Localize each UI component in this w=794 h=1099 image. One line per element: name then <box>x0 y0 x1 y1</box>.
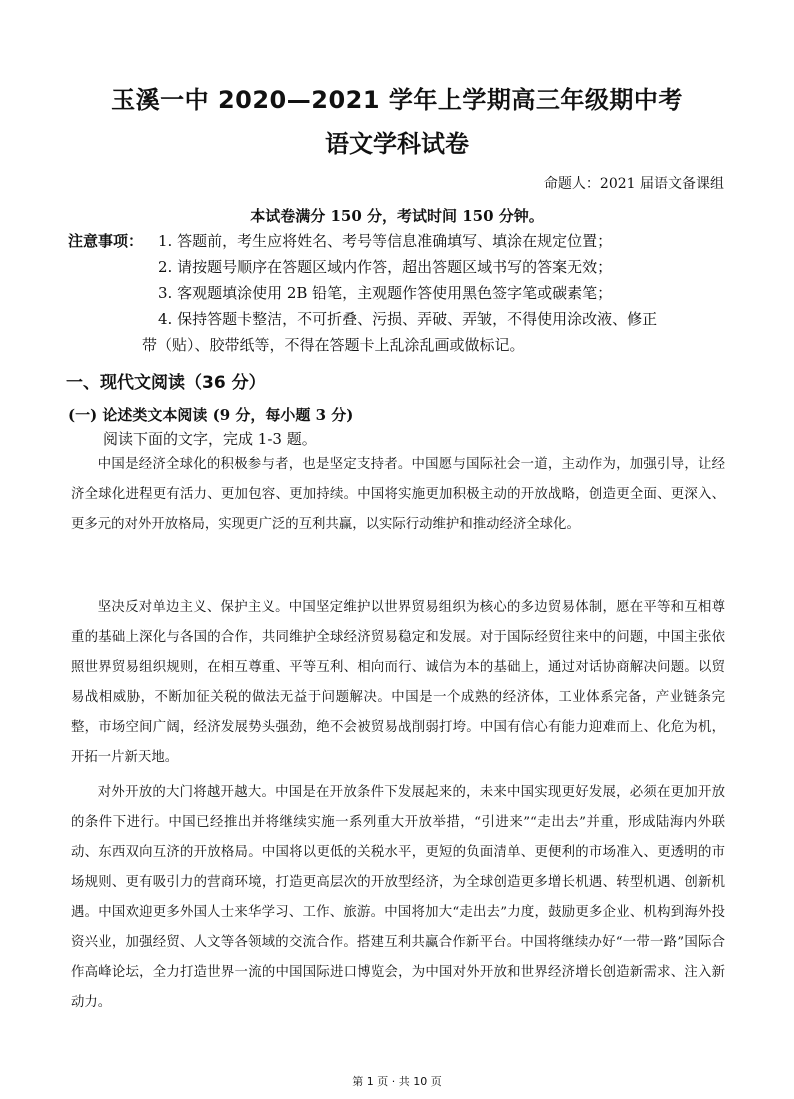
exam-title-line2: 语文学科试卷 <box>325 130 469 158</box>
passage-paragraph-1: 中国是经济全球化的积极参与者，也是坚定支持者。中国愿与国际社会一道，主动作为，加强引导，让经济全球化进程更有活力、更加包容、更加持续。中国将实施更加积极主动的开放战略，创造更全面、更深入、更多元的对外开放格局，实现更广泛的互利共赢，以实际行动维护和推动经济全球化。 <box>71 457 725 532</box>
notice-item-2: 2. 请按题号顺序在答题区域内作答，超出答题区域书写的答案无效； <box>158 258 613 276</box>
score-info: 本试卷满分 150 分，考试时间 150 分钟。 <box>250 207 544 225</box>
passage-paragraph-2: 坚决反对单边主义、保护主义。中国坚定维护以世界贸易组织为核心的多边贸易体制，愿在平等和互相尊重的基础上深化与各国的合作，共同维护全球经济贸易稳定和发展。对于国际经贸往来中的问题，中国主张依照世界贸易组织规则，在相互尊重、平等互利、相向而行、诚信为本的基础上，通过对话协商解决问题。以贸易战相威胁，不断加征关税的做法无益于问题解决。中国是一个成熟的经济体，工业体系完备，产业链条完整，市场空间广阔，经济发展势头强劲，绝不会被贸易战削弱打垮。中国有信心有能力迎难而上、化危为机，开拓一片新天地。 <box>71 600 725 765</box>
notice-label: 注意事项： <box>68 232 144 250</box>
passage-paragraph-3: 对外开放的大门将越开越大。中国是在开放条件下发展起来的，未来中国实现更好发展，必须在更加开放的条件下进行。中国已经推出并将继续实施一系列重大开放举措，“引进来”“走出去”并重，形成陆海内外联动、东西双向互济的开放格局。中国将以更低的关税水平，更短的负面清单、更便利的市场准入、更透明的市场规则、更有吸引力的营商环境，打造更高层次的开放型经济，为全球创造更多增长机遇、转型机遇、创新机遇。中国欢迎更多外国人士来华学习、工作、旅游。中国将加大“走出去”力度，鼓励更多企业、机构到海外投资兴业，加强经贸、人文等各领域的交流合作。搭建互利共赢合作新平台。中国将继续办好“一带一路”国际合作高峰论坛，全力打造世界一流的中国国际进口博览会，为中国对外开放和世界经济增长创造新需求、注入新动力。 <box>71 785 725 1010</box>
subsection-title: (一) 论述类文本阅读 (9 分，每小题 3 分) <box>68 406 354 424</box>
section-title: 一、现代文阅读（36 分） <box>66 373 266 393</box>
page-footer: 第 1 页 · 共 10 页 <box>352 1075 442 1088</box>
notice-item-4: 4. 保持答题卡整洁，不可折叠、污损、弄破、弄皱，不得使用涂改液、修正 <box>158 310 658 328</box>
reading-instruction: 阅读下面的文字，完成 1-3 题。 <box>103 430 317 448</box>
author-line: 命题人：2021 届语文备课组 <box>543 176 724 192</box>
notice-item-3: 3. 客观题填涂使用 2B 铅笔，主观题作答使用黑色签字笔或碳素笔； <box>158 284 613 302</box>
exam-title-line1: 玉溪一中 2020—2021 学年上学期高三年级期中考 <box>111 86 683 114</box>
notice-item-4-cont: 带（贴）、胶带纸等，不得在答题卡上乱涂乱画或做标记。 <box>142 336 525 354</box>
notice-item-1: 1. 答题前，考生应将姓名、考号等信息准确填写、填涂在规定位置； <box>158 232 613 250</box>
